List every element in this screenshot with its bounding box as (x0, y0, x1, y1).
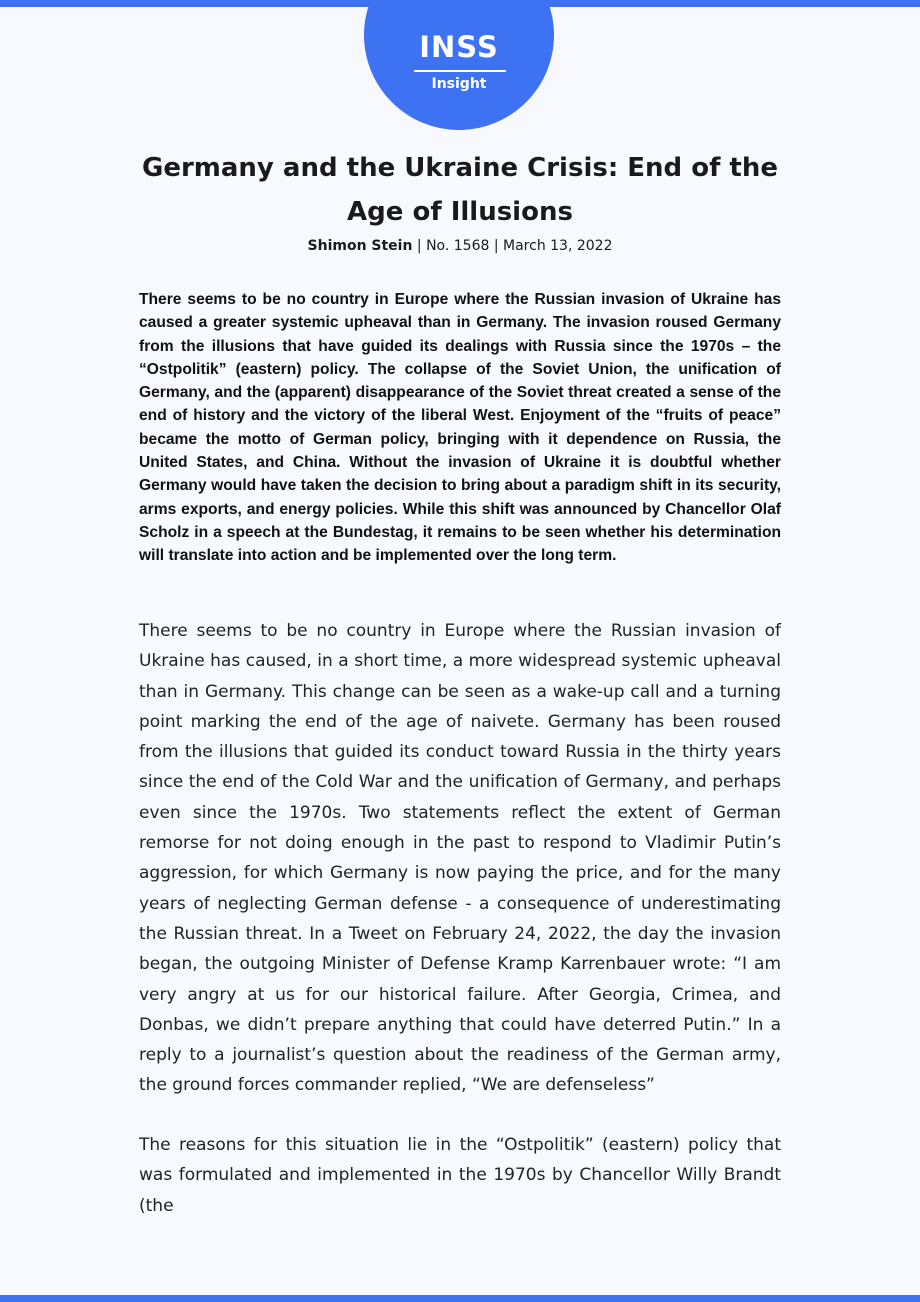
author-name: Shimon Stein (307, 238, 413, 254)
logo-badge (364, 0, 554, 130)
body-paragraph-1: There seems to be no country in Europe where the Russian invasion of Ukraine has caused, in a short time, a more widespread systemic upheaval than in Germany. This change can be seen as a wake-up call and a turning point marking the end of the age of naivete. Germany has been roused from the illusions that guided its conduct toward Russia in the thirty years since the end of the Cold War and the unification of Germany, and perhaps even since the 1970s. Two statements reflect the extent of German remorse for not doing enough in the past to respond to Vladimir Putin’s aggression, for which Germany is now paying the price, and for the many years of neglecting German defense - a consequence of underestimating the Russian threat. In a Tweet on February 24, 2022, the day the invasion began, the outgoing Minister of Defense Kramp Karrenbauer wrote: “I am very angry at us for our historical failure. After Georgia, Crimea, and Donbas, we didn’t prepare anything that could have deterred Putin.” In a reply to a journalist’s question about the readiness of the German army, the ground forces commander replied, “We are defenseless” (139, 621, 781, 1096)
abstract: There seems to be no country in Europe where the Russian invasion of Ukraine has caused a greater systemic upheaval than in Germany. The invasion roused Germany from the illusions that have guided its dealings with Russia since the 1970s – the “Ostpolitik” (eastern) policy. The collapse of the Soviet Union, the unification of Germany, and the (apparent) disappearance of the Soviet threat created a sense of the end of history and the victory of the liberal West. Enjoyment of the “fruits of peace” became the motto of German policy, bringing with it dependence on Russia, the United States, and China. Without the invasion of Ukraine it is doubtful whether Germany would have taken the decision to bring about a paradigm shift in its security, arms exports, and energy policies. While this shift was announced by Chancellor Olaf Scholz in a speech at the Bundestag, it remains to be seen whether his determination will translate into action and be implemented over the long term. (139, 291, 781, 565)
bottom-accent-bar (0, 1295, 920, 1302)
logo-divider (414, 70, 506, 72)
inss-logo: INSS (419, 30, 499, 64)
publication-meta: | No. 1568 | March 13, 2022 (412, 238, 613, 254)
byline (130, 236, 790, 256)
page-title: Germany and the Ukraine Crisis: End of the Age of Illusions (141, 153, 779, 227)
body-paragraph-2: The reasons for this situation lie in the “Ostpolitik” (eastern) policy that was formulated and implemented in the 1970s by Chancellor Willy Brandt (the (139, 1135, 781, 1216)
logo-subtitle: Insight (431, 76, 487, 92)
